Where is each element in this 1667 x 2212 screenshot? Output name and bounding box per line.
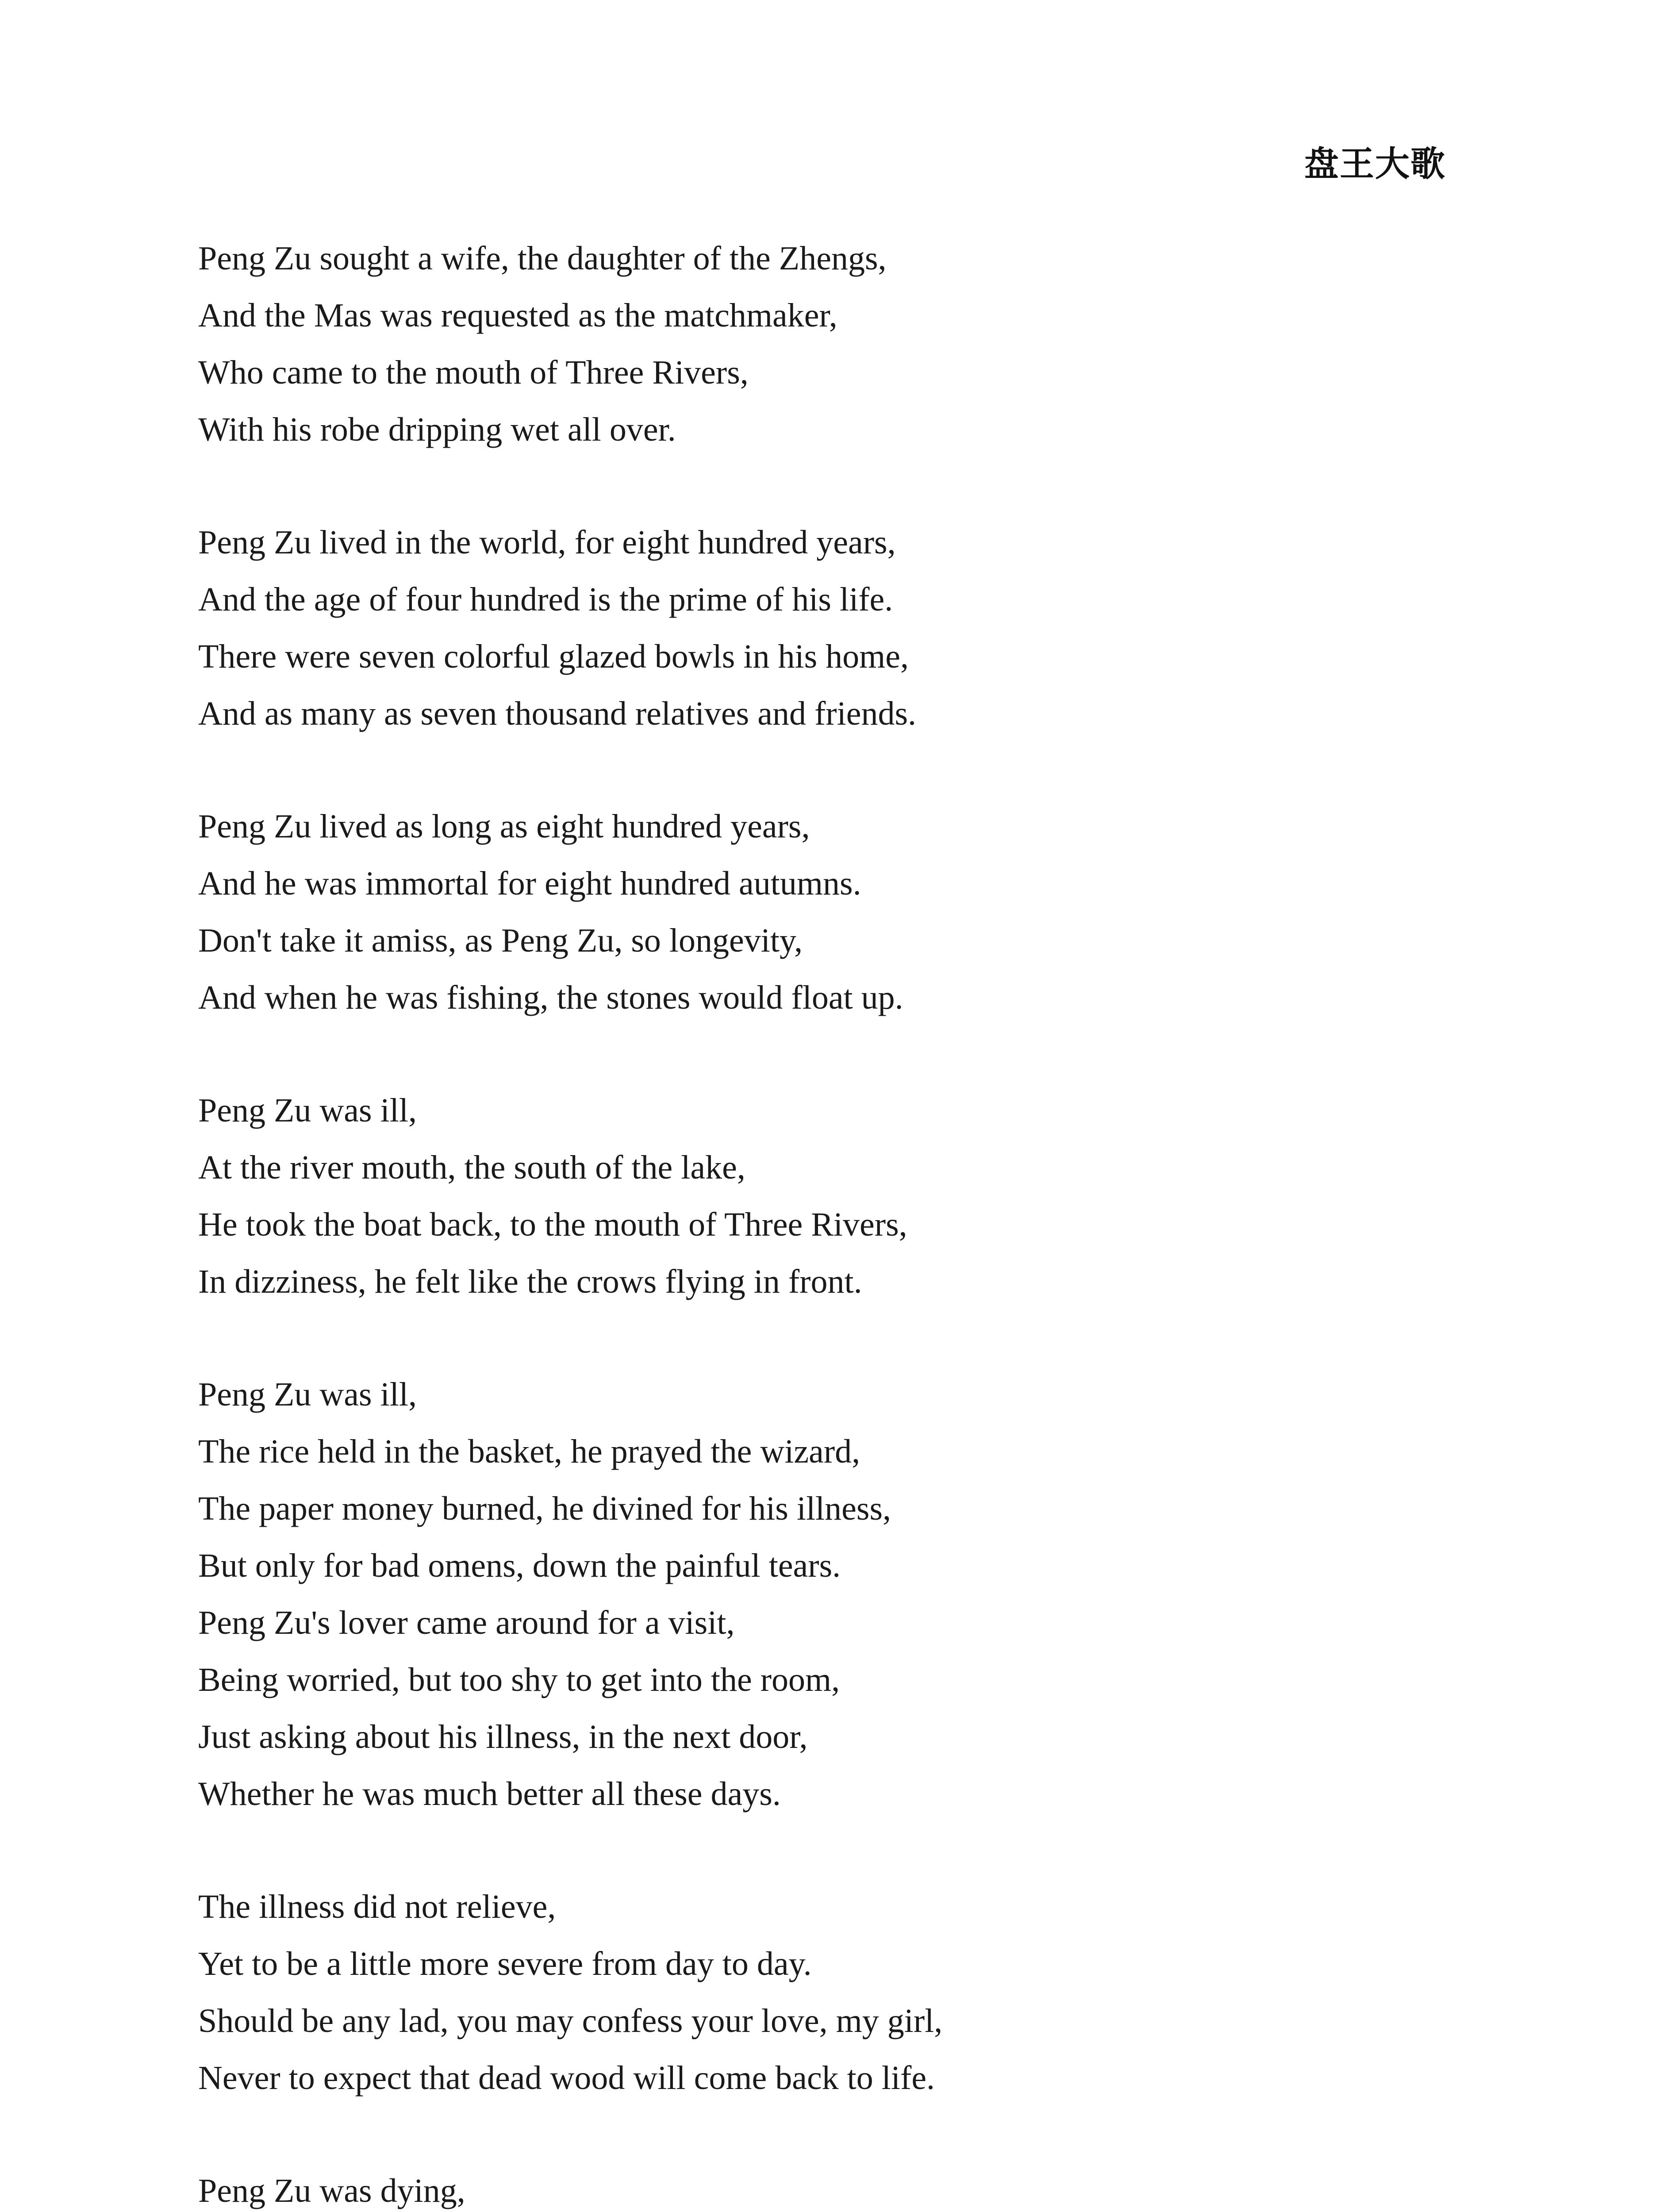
stanza-7 <box>198 2162 1481 2212</box>
poem-line: Peng Zu's lover came around for a visit, <box>198 1604 735 1641</box>
poem-body <box>198 230 1481 2212</box>
stanza-4 <box>198 1082 1481 1310</box>
poem-line: Don't take it amiss, as Peng Zu, so longevity, <box>198 922 803 959</box>
poem-line: In dizziness, he felt like the crows flying in front. <box>198 1263 862 1300</box>
poem-line: At the river mouth, the south of the lake, <box>198 1149 745 1186</box>
poem-line: Peng Zu was ill, <box>198 1376 417 1413</box>
poem-line: And the age of four hundred is the prime of his life. <box>198 581 893 618</box>
poem-line: With his robe dripping wet all over. <box>198 411 676 448</box>
poem-line: The illness did not relieve, <box>198 1888 556 1925</box>
poem-line: Whether he was much better all these days. <box>198 1775 781 1813</box>
poem-line: But only for bad omens, down the painful tears. <box>198 1547 841 1584</box>
poem-line: He took the boat back, to the mouth of Three Rivers, <box>198 1206 907 1243</box>
poem-line: Peng Zu was dying, <box>198 2172 465 2209</box>
poem-line: And when he was fishing, the stones would float up. <box>198 979 903 1016</box>
poem-line: Peng Zu lived as long as eight hundred years, <box>198 808 810 845</box>
stanza-5 <box>198 1366 1481 1823</box>
poem-line: Just asking about his illness, in the next door, <box>198 1718 808 1755</box>
poem-line: Peng Zu sought a wife, the daughter of the Zhengs, <box>198 240 887 277</box>
stanza-2 <box>198 514 1481 742</box>
poem-line: Peng Zu lived in the world, for eight hundred years, <box>198 524 896 561</box>
poem-line: And the Mas was requested as the matchmaker, <box>198 297 837 334</box>
poem-line: There were seven colorful glazed bowls in his home, <box>198 638 909 675</box>
poem-line: The rice held in the basket, he prayed the wizard, <box>198 1433 860 1470</box>
stanza-6 <box>198 1878 1481 2107</box>
poem-line: The paper money burned, he divined for his illness, <box>198 1490 891 1527</box>
stanza-1 <box>198 230 1481 458</box>
poem-line: Peng Zu was ill, <box>198 1092 417 1129</box>
poem-line: Being worried, but too shy to get into the room, <box>198 1661 840 1698</box>
running-header-title: 盘王大歌 <box>1304 144 1446 184</box>
poem-line: Never to expect that dead wood will come back to life. <box>198 2059 935 2097</box>
poem-line: Who came to the mouth of Three Rivers, <box>198 354 749 391</box>
poem-line: Should be any lad, you may confess your love, my girl, <box>198 2002 943 2039</box>
poem-line: And he was immortal for eight hundred autumns. <box>198 865 861 902</box>
poem-line: And as many as seven thousand relatives and friends. <box>198 695 917 732</box>
poem-line: Yet to be a little more severe from day to day. <box>198 1945 812 1982</box>
stanza-3 <box>198 798 1481 1026</box>
